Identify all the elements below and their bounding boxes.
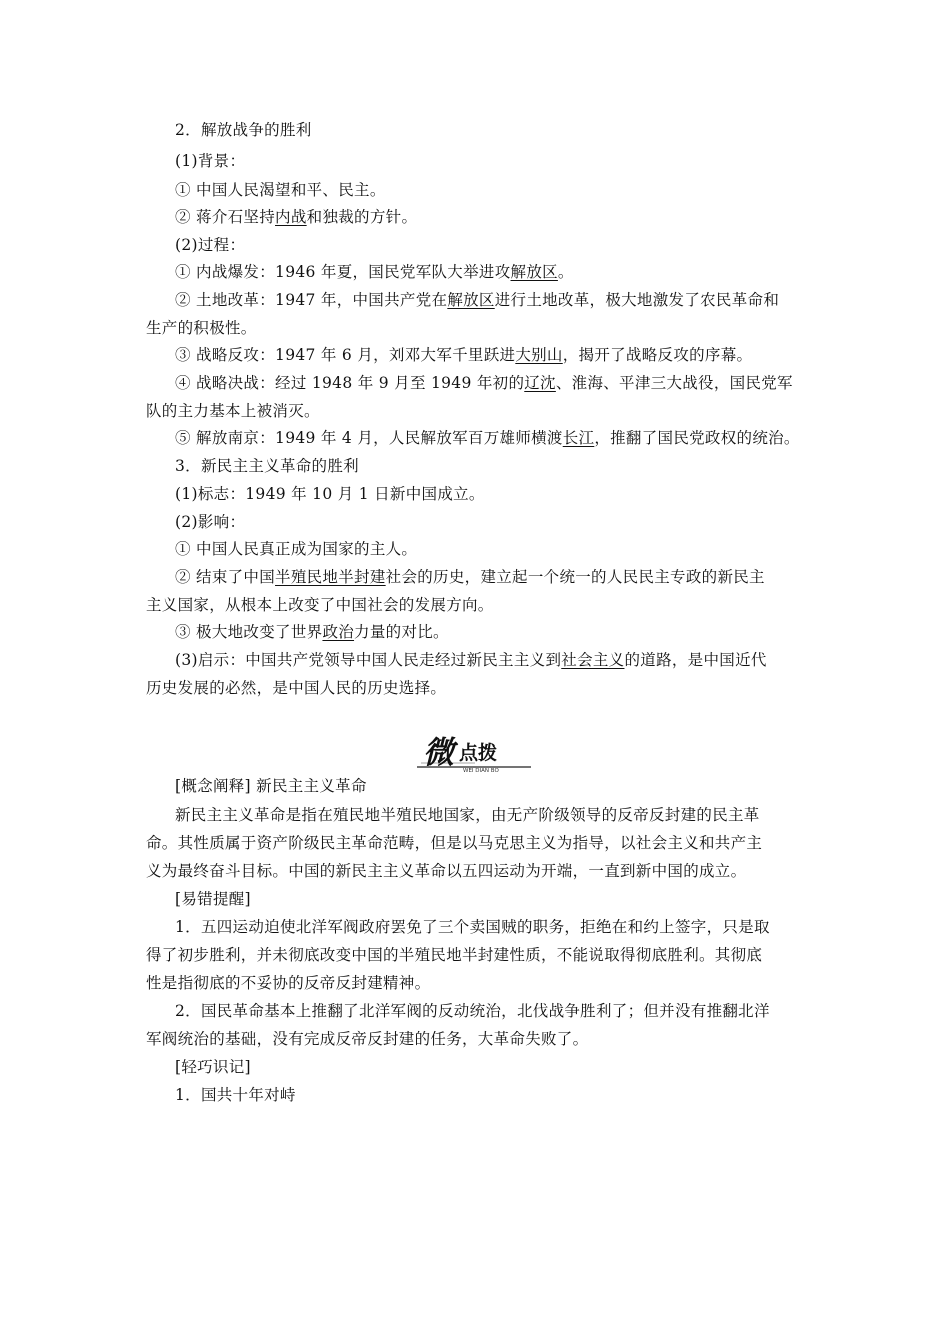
error-tip-2-line-1: 2．国民革命基本上推翻了北洋军阀的反动统治，北伐战争胜利了；但并没有推翻北洋 [175, 1002, 770, 1020]
underlined-keyword: 解放区 [447, 291, 495, 309]
concept-line-3: 义为最终奋斗目标。中国的新民主主义革命以五四运动为开端，一直到新中国的成立。 [146, 862, 747, 880]
text-span: ③ 极大地改变了世界 [175, 623, 323, 641]
impact-label: (2)影响： [175, 513, 246, 531]
error-tip-2-line-2: 军阀统治的基础，没有完成反帝反封建的任务，大革命失败了。 [146, 1030, 589, 1048]
text-span: ，推翻了国民党政权的统治。 [594, 429, 800, 447]
memory-tip-heading: [轻巧识记] [175, 1058, 251, 1076]
text-span: 力量的对比。 [354, 623, 449, 641]
text-span: 、淮海、平津三大战役，国民党军 [555, 374, 793, 392]
text-span: ② 结束了中国 [175, 568, 276, 586]
underlined-keyword: 半殖民地半封建 [275, 568, 386, 586]
error-tip-1-line-3: 性是指彻底的不妥协的反帝反封建精神。 [146, 974, 431, 992]
heading-liberation-war-victory: 2．解放战争的胜利 [175, 121, 312, 139]
logo-pinyin: WEI DIAN BO [463, 768, 499, 773]
process-item-2-continued: 生产的积极性。 [146, 319, 257, 337]
process-item-2 [175, 290, 779, 310]
process-item-5 [175, 428, 800, 448]
underlined-keyword: 长江 [562, 429, 595, 447]
process-item-3 [175, 345, 752, 365]
text-span: 的道路，是中国近代 [624, 651, 767, 669]
text-span: ，揭开了战略反攻的序幕。 [562, 346, 753, 364]
process-label: (2)过程： [175, 236, 246, 254]
error-tip-1-line-2: 得了初步胜利，并未彻底改变中国的半殖民地半封建性质，不能说取得彻底胜利。其彻底 [146, 946, 763, 964]
heading-new-democratic-revolution-victory: 3．新民主主义革命的胜利 [175, 457, 359, 475]
text-span: ① 内战爆发：1946 年夏，国民党军队大举进攻 [175, 263, 511, 281]
logo-small-chars: 点拨 [459, 742, 498, 764]
underlined-keyword: 政治 [322, 623, 355, 641]
wei-dian-bo-logo [415, 733, 539, 773]
error-tip-heading: [易错提醒] [175, 890, 251, 908]
underlined-keyword: 辽沈 [524, 374, 556, 392]
text-span: 进行土地改革，极大地激发了农民革命和 [494, 291, 780, 309]
text-span: ③ 战略反攻：1947 年 6 月，刘邓大军千里跃进 [175, 346, 516, 364]
inspiration-line-continued: 历史发展的必然，是中国人民的历史选择。 [146, 679, 447, 697]
text-span: 。 [557, 263, 574, 281]
process-item-4-continued: 队的主力基本上被消灭。 [146, 402, 320, 420]
text-span: ② 土地改革：1947 年，中国共产党在 [175, 291, 448, 309]
memory-item-1: 1．国共十年对峙 [175, 1086, 296, 1104]
underlined-keyword: 社会主义 [561, 651, 625, 669]
text-span: (3)启示：中国共产党领导中国人民走经过新民主主义到 [175, 651, 562, 669]
background-item-1: ① 中国人民渴望和平、民主。 [175, 181, 386, 199]
text-span: 和独裁的方针。 [306, 208, 418, 226]
impact-item-1: ① 中国人民真正成为国家的主人。 [175, 540, 418, 558]
concept-tag: [概念阐释] [175, 777, 251, 795]
sign-line: (1)标志：1949 年 10 月 1 日新中国成立。 [175, 485, 485, 503]
impact-item-2-continued: 主义国家，从根本上改变了中国社会的发展方向。 [146, 596, 494, 614]
error-tip-1-line-1: 1．五四运动迫使北洋军阀政府罢免了三个卖国贼的职务，拒绝在和约上签字，只是取 [175, 918, 770, 936]
background-item-2 [175, 207, 417, 227]
text-span: ④ 战略决战：经过 1948 年 9 月至 1949 年初的 [175, 374, 525, 392]
process-item-4 [175, 373, 793, 393]
underlined-keyword: 内战 [275, 208, 307, 226]
underlined-keyword: 大别山 [515, 346, 563, 364]
impact-item-2 [175, 567, 765, 587]
inspiration-line [175, 650, 767, 670]
concept-line-1: 新民主主义革命是指在殖民地半殖民地国家，由无产阶级领导的反帝反封建的民主革 [175, 806, 760, 824]
process-item-1 [175, 262, 574, 282]
underlined-keyword: 解放区 [510, 263, 558, 281]
concept-title: 新民主主义革命 [256, 777, 367, 795]
concept-heading [175, 776, 367, 796]
text-span: ② 蒋介石坚持 [175, 208, 276, 226]
background-label: (1)背景： [175, 152, 246, 170]
logo-big-char: 微 [423, 735, 454, 771]
concept-line-2: 命。其性质属于资产阶级民主革命范畴，但是以马克思主义为指导，以社会主义和共产主 [146, 834, 763, 852]
text-span: 社会的历史，建立起一个统一的人民民主专政的新民主 [385, 568, 765, 586]
text-span: ⑤ 解放南京：1949 年 4 月，人民解放军百万雄师横渡 [175, 429, 563, 447]
impact-item-3 [175, 622, 449, 642]
